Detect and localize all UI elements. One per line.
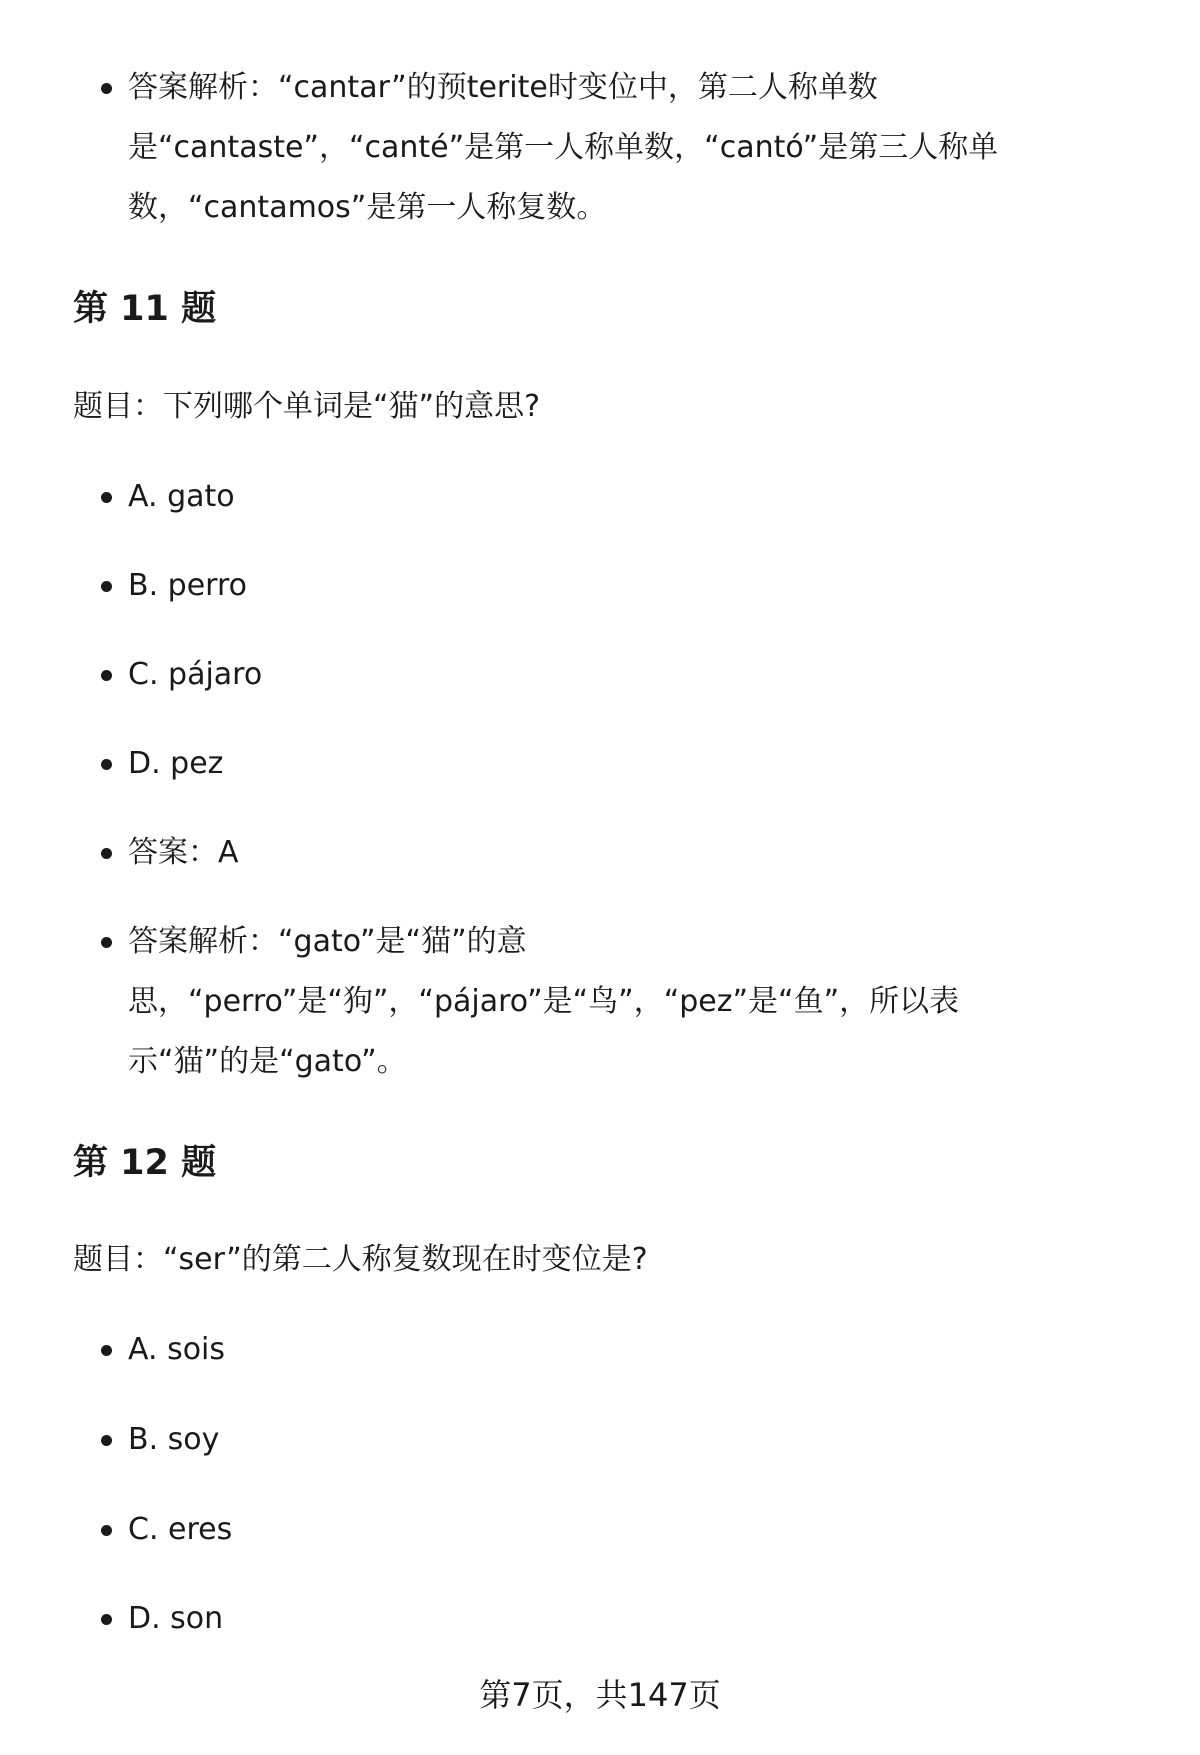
explanation-line: 数，“cantamos”是第一人称复数。	[128, 190, 607, 225]
question-11-explanation	[128, 912, 959, 1092]
question-11-heading: 第 11 题	[73, 289, 217, 329]
question-11-text: 题目：下列哪个单词是“猫”的意思?	[73, 389, 541, 424]
page-number: 第7页，共147页	[479, 1676, 721, 1714]
question-11-option-d: D. pez	[128, 734, 223, 794]
question-12-text: 题目：“ser”的第二人称复数现在时变位是?	[73, 1242, 648, 1277]
question-11-option-a: A. gato	[128, 467, 235, 527]
explanation-line: 答案解析：“gato”是“猫”的意	[128, 924, 527, 959]
explanation-line: 是“cantaste”，“canté”是第一人称单数，“cantó”是第三人称单	[128, 130, 999, 165]
explanation-line: 思，“perro”是“狗”，“pájaro”是“鸟”，“pez”是“鱼”，所以表	[128, 984, 960, 1019]
question-11-option-b: B. perro	[128, 556, 247, 616]
explanation-line: 示“猫”的是“gato”。	[128, 1044, 407, 1079]
answer-explanation-prev	[128, 58, 998, 238]
question-12-heading: 第 12 题	[73, 1143, 217, 1183]
question-11-answer: 答案：A	[128, 823, 239, 883]
question-12-option-a: A. sois	[128, 1320, 225, 1380]
question-12-option-b: B. soy	[128, 1410, 219, 1470]
explanation-line: 答案解析：“cantar”的预terite时变位中，第二人称单数	[128, 70, 878, 105]
question-11-option-c: C. pájaro	[128, 645, 262, 705]
question-12-option-c: C. eres	[128, 1500, 232, 1560]
question-12-option-d: D. son	[128, 1589, 223, 1649]
